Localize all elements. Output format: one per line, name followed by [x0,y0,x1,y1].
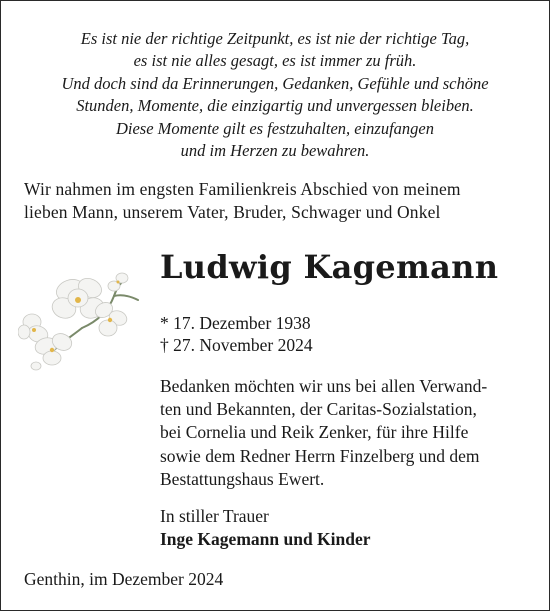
poem-line: Diese Momente gilt es festzuhalten, einzufangen [115,118,435,138]
poem-line: Und doch sind da Erinnerungen, Gedanken, Gefühle und schöne [61,73,489,93]
poem-line: Es ist nie der richtige Zeitpunkt, es ist nie der richtige Tag, [80,29,470,48]
poem-line: und im Herzen zu bewahren. [180,141,370,161]
death-date: † 27. November 2024 [160,335,313,355]
poem-line: es ist nie alles gesagt, es ist immer zu früh. [133,51,417,71]
deceased-name: Ludwig Kagemann [160,248,499,286]
orchid-icon [18,262,144,374]
place-date: Genthin, im Dezember 2024 [24,569,224,589]
thanks-line: ten und Bekannten, der Caritas-Sozialstation, [160,399,477,420]
thanks-line: bei Cornelia und Reik Zenker, für ihre Hilfe [160,422,469,443]
poem-line: Stunden, Momente, die einzigartig und unvergessen bleiben. [76,96,474,116]
thanks-line: Bedanken möchten wir uns bei allen Verwand- [160,376,488,396]
life-dates [160,312,313,356]
mourning-block [160,505,371,551]
thanks-line: Bestattungshaus Ewert. [160,468,325,489]
thanks-line: sowie dem Redner Herrn Finzelberg und dem [160,445,480,466]
intro-text [24,178,529,224]
thanks-text [160,375,530,491]
mourning-label: In stiller Trauer [160,506,269,526]
poem [0,28,550,162]
intro-line: Wir nahmen im engsten Familienkreis Abschied von meinem [24,179,461,199]
intro-line: lieben Mann, unserem Vater, Bruder, Schwager und Onkel [24,202,441,222]
mourners-names: Inge Kagemann und Kinder [160,529,371,549]
birth-date: * 17. Dezember 1938 [160,313,311,333]
